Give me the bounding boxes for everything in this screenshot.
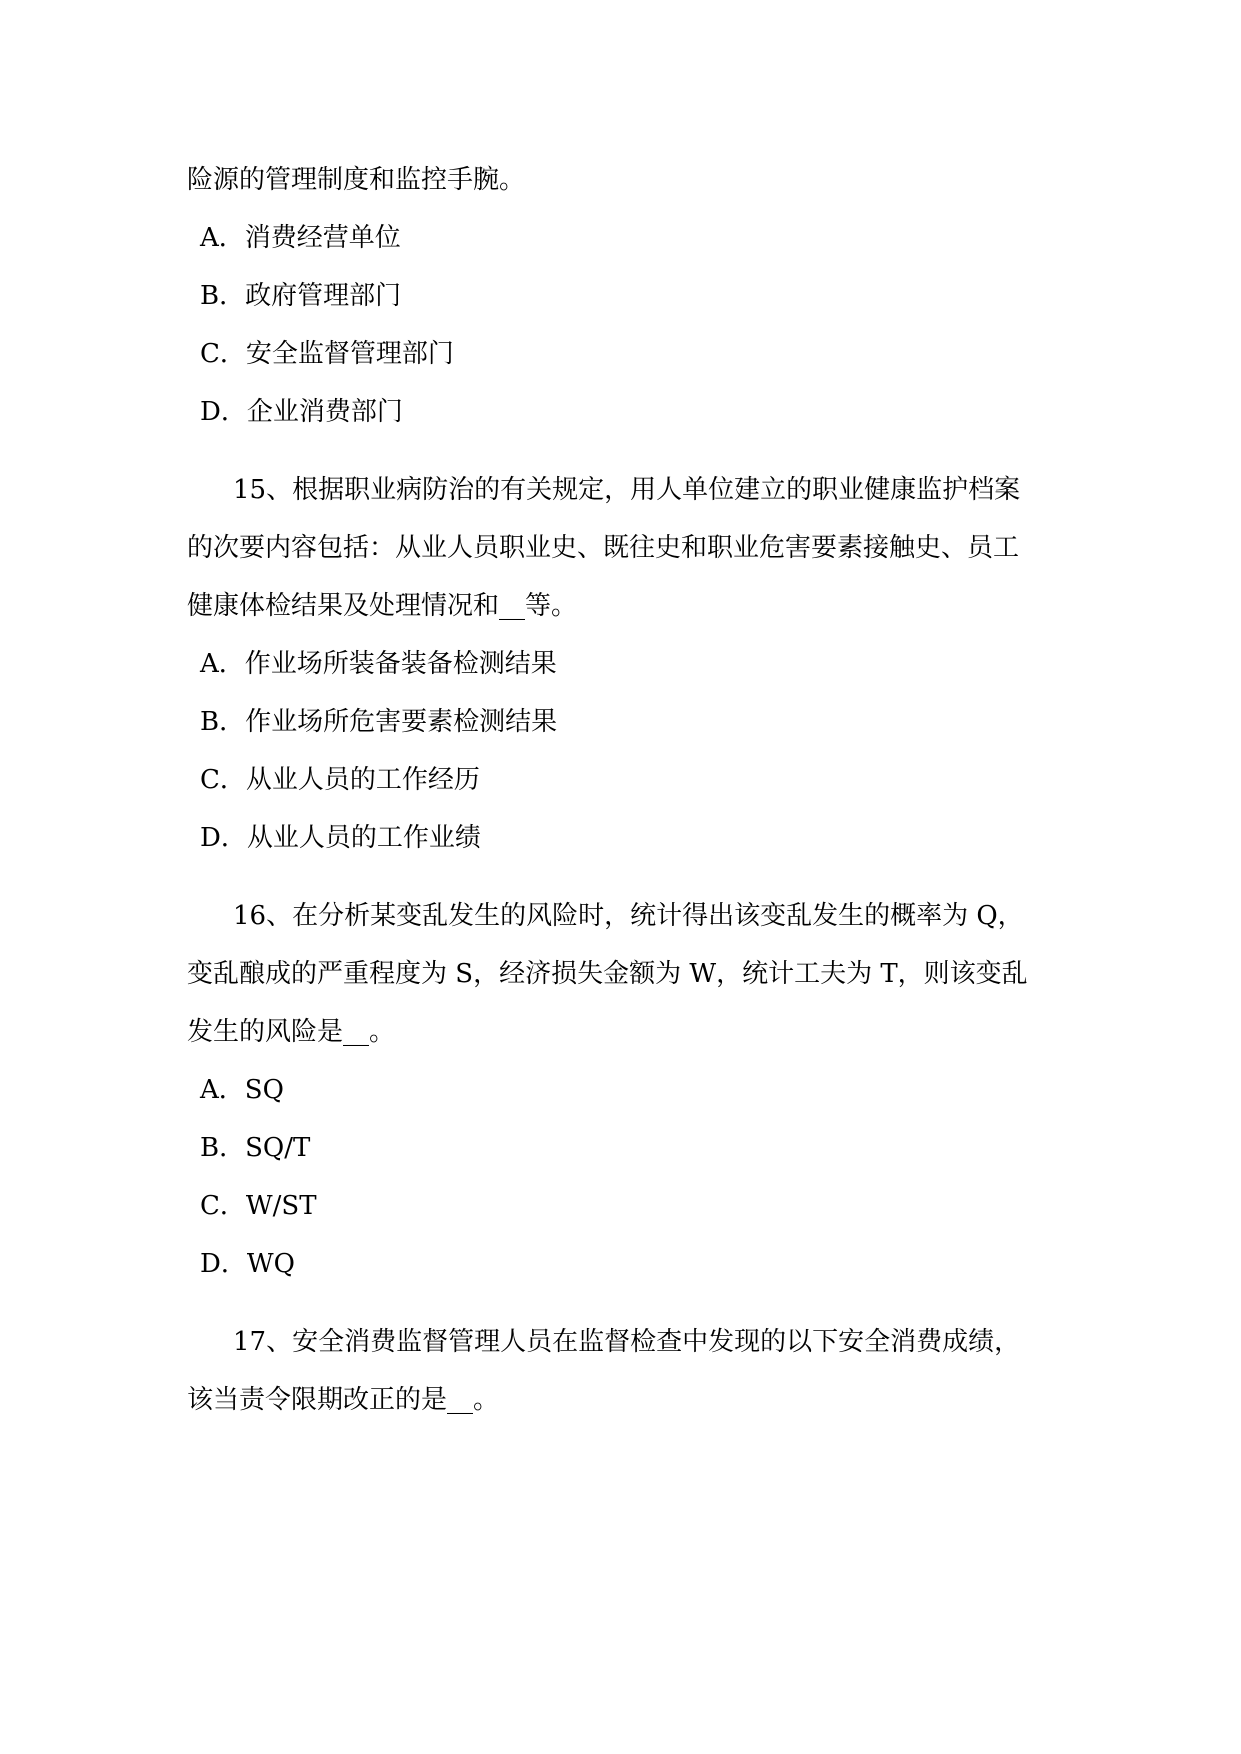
question-16-text-line-3: 发生的风险是__。 (187, 1017, 396, 1047)
question-15-text-line-2: 的次要内容包括：从业人员职业史、既往史和职业危害要素接触史、员工 (187, 533, 1020, 563)
question-16-option-d: D．WQ (200, 1249, 295, 1279)
question-15-option-c: C．从业人员的工作经历 (200, 765, 480, 795)
question-15-text-line-1: 15、根据职业病防治的有关规定，用人单位建立的职业健康监护档案 (233, 475, 1021, 505)
continuation-option-b: B．政府管理部门 (200, 281, 402, 311)
question-16-text-line-2: 变乱酿成的严重程度为 S，经济损失金额为 W，统计工夫为 T，则该变乱 (187, 959, 1028, 989)
question-15-text-line-3: 健康体检结果及处理情况和__等。 (187, 591, 578, 621)
question-15-option-d: D．从业人员的工作业绩 (200, 823, 481, 853)
question-16-option-a: A．SQ (200, 1075, 284, 1105)
question-16-option-b: B．SQ/T (200, 1133, 311, 1163)
continuation-text-line-1: 险源的管理制度和监控手腕。 (187, 165, 526, 195)
question-16-option-c: C．W/ST (200, 1191, 317, 1221)
continuation-option-c: C．安全监督管理部门 (200, 339, 454, 369)
question-15-option-b: B．作业场所危害要素检测结果 (200, 707, 558, 737)
question-16-text-line-1: 16、在分析某变乱发生的风险时，统计得出该变乱发生的概率为 Q， (233, 901, 1024, 931)
question-17-text-line-2: 该当责令限期改正的是__。 (187, 1385, 500, 1415)
question-15-option-a: A．作业场所装备装备检测结果 (200, 649, 557, 679)
continuation-option-d: D．企业消费部门 (200, 397, 403, 427)
continuation-option-a: A．消费经营单位 (200, 223, 401, 253)
question-17-text-line-1: 17、安全消费监督管理人员在监督检查中发现的以下安全消费成绩， (233, 1327, 1021, 1357)
